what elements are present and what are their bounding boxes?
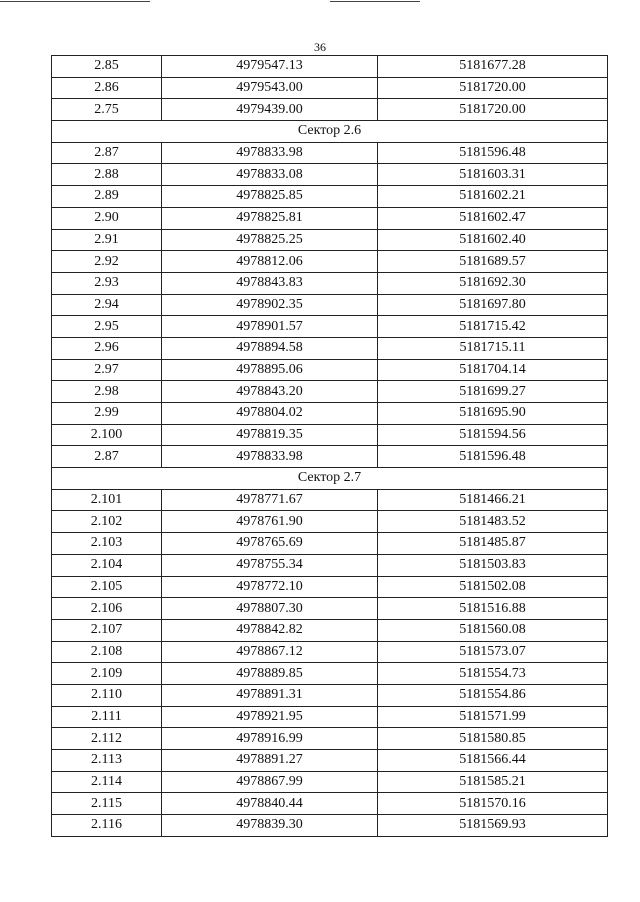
x-coordinate-cell: 4978894.58 [162,337,378,359]
y-coordinate-cell: 5181560.08 [378,619,608,641]
table-row [52,142,608,164]
y-coordinate-cell: 5181466.21 [378,489,608,511]
y-coordinate-cell: 5181570.16 [378,793,608,815]
y-coordinate-cell: 5181585.21 [378,771,608,793]
point-number-cell: 2.101 [52,489,162,511]
y-coordinate-cell: 5181704.14 [378,359,608,381]
table-row [52,815,608,837]
y-coordinate-cell: 5181603.31 [378,164,608,186]
point-number-cell: 2.92 [52,251,162,273]
x-coordinate-cell: 4978825.25 [162,229,378,251]
point-number-cell: 2.90 [52,207,162,229]
y-coordinate-cell: 5181580.85 [378,728,608,750]
x-coordinate-cell: 4978867.12 [162,641,378,663]
point-number-cell: 2.115 [52,793,162,815]
x-coordinate-cell: 4978901.57 [162,316,378,338]
table-row [52,728,608,750]
x-coordinate-cell: 4978891.27 [162,750,378,772]
x-coordinate-cell: 4978833.98 [162,142,378,164]
table-row [52,619,608,641]
x-coordinate-cell: 4978755.34 [162,554,378,576]
point-number-cell: 2.111 [52,706,162,728]
coordinates-table-body [52,56,608,837]
point-number-cell: 2.104 [52,554,162,576]
table-row [52,403,608,425]
scan-artifact-top-left [0,1,150,2]
x-coordinate-cell: 4979543.00 [162,77,378,99]
point-number-cell: 2.87 [52,142,162,164]
table-row [52,750,608,772]
table-row [52,207,608,229]
x-coordinate-cell: 4979439.00 [162,99,378,121]
x-coordinate-cell: 4978916.99 [162,728,378,750]
y-coordinate-cell: 5181720.00 [378,99,608,121]
y-coordinate-cell: 5181692.30 [378,272,608,294]
x-coordinate-cell: 4978839.30 [162,815,378,837]
table-row [52,99,608,121]
point-number-cell: 2.113 [52,750,162,772]
table-row [52,337,608,359]
x-coordinate-cell: 4978921.95 [162,706,378,728]
table-row [52,576,608,598]
x-coordinate-cell: 4978891.31 [162,684,378,706]
y-coordinate-cell: 5181720.00 [378,77,608,99]
sector-label: Сектор 2.7 [52,468,608,490]
x-coordinate-cell: 4978804.02 [162,403,378,425]
point-number-cell: 2.109 [52,663,162,685]
point-number-cell: 2.87 [52,446,162,468]
point-number-cell: 2.103 [52,533,162,555]
point-number-cell: 2.93 [52,272,162,294]
y-coordinate-cell: 5181695.90 [378,403,608,425]
y-coordinate-cell: 5181554.73 [378,663,608,685]
table-row [52,641,608,663]
table-row [52,489,608,511]
sector-header-row [52,121,608,143]
point-number-cell: 2.89 [52,186,162,208]
y-coordinate-cell: 5181715.42 [378,316,608,338]
y-coordinate-cell: 5181503.83 [378,554,608,576]
y-coordinate-cell: 5181571.99 [378,706,608,728]
table-row [52,598,608,620]
x-coordinate-cell: 4978833.08 [162,164,378,186]
x-coordinate-cell: 4978807.30 [162,598,378,620]
table-row [52,56,608,78]
point-number-cell: 2.97 [52,359,162,381]
point-number-cell: 2.102 [52,511,162,533]
y-coordinate-cell: 5181554.86 [378,684,608,706]
x-coordinate-cell: 4978772.10 [162,576,378,598]
y-coordinate-cell: 5181715.11 [378,337,608,359]
point-number-cell: 2.99 [52,403,162,425]
point-number-cell: 2.91 [52,229,162,251]
y-coordinate-cell: 5181602.47 [378,207,608,229]
y-coordinate-cell: 5181516.88 [378,598,608,620]
point-number-cell: 2.86 [52,77,162,99]
table-row [52,77,608,99]
y-coordinate-cell: 5181677.28 [378,56,608,78]
table-row [52,663,608,685]
y-coordinate-cell: 5181699.27 [378,381,608,403]
table-row [52,684,608,706]
table-row [52,511,608,533]
x-coordinate-cell: 4978843.83 [162,272,378,294]
table-row [52,533,608,555]
point-number-cell: 2.75 [52,99,162,121]
y-coordinate-cell: 5181566.44 [378,750,608,772]
table-row [52,294,608,316]
x-coordinate-cell: 4978765.69 [162,533,378,555]
page-number: 36 [314,40,326,54]
y-coordinate-cell: 5181502.08 [378,576,608,598]
table-row [52,793,608,815]
table-row [52,164,608,186]
point-number-cell: 2.85 [52,56,162,78]
x-coordinate-cell: 4978833.98 [162,446,378,468]
x-coordinate-cell: 4978842.82 [162,619,378,641]
point-number-cell: 2.110 [52,684,162,706]
table-row [52,229,608,251]
y-coordinate-cell: 5181602.21 [378,186,608,208]
y-coordinate-cell: 5181483.52 [378,511,608,533]
x-coordinate-cell: 4978761.90 [162,511,378,533]
y-coordinate-cell: 5181573.07 [378,641,608,663]
point-number-cell: 2.100 [52,424,162,446]
x-coordinate-cell: 4978843.20 [162,381,378,403]
x-coordinate-cell: 4978825.81 [162,207,378,229]
table-row [52,381,608,403]
table-row [52,316,608,338]
y-coordinate-cell: 5181689.57 [378,251,608,273]
point-number-cell: 2.94 [52,294,162,316]
coordinates-table [51,55,608,837]
table-row [52,424,608,446]
table-row [52,446,608,468]
table-row [52,706,608,728]
y-coordinate-cell: 5181485.87 [378,533,608,555]
table-row [52,771,608,793]
x-coordinate-cell: 4978867.99 [162,771,378,793]
x-coordinate-cell: 4978819.35 [162,424,378,446]
x-coordinate-cell: 4979547.13 [162,56,378,78]
point-number-cell: 2.105 [52,576,162,598]
y-coordinate-cell: 5181596.48 [378,446,608,468]
x-coordinate-cell: 4978825.85 [162,186,378,208]
x-coordinate-cell: 4978840.44 [162,793,378,815]
x-coordinate-cell: 4978889.85 [162,663,378,685]
point-number-cell: 2.114 [52,771,162,793]
sector-label: Сектор 2.6 [52,121,608,143]
point-number-cell: 2.108 [52,641,162,663]
point-number-cell: 2.116 [52,815,162,837]
x-coordinate-cell: 4978902.35 [162,294,378,316]
x-coordinate-cell: 4978812.06 [162,251,378,273]
point-number-cell: 2.95 [52,316,162,338]
x-coordinate-cell: 4978771.67 [162,489,378,511]
point-number-cell: 2.106 [52,598,162,620]
y-coordinate-cell: 5181594.56 [378,424,608,446]
y-coordinate-cell: 5181569.93 [378,815,608,837]
y-coordinate-cell: 5181602.40 [378,229,608,251]
point-number-cell: 2.88 [52,164,162,186]
sector-header-row [52,468,608,490]
table-row [52,272,608,294]
table-row [52,186,608,208]
point-number-cell: 2.98 [52,381,162,403]
table-row [52,359,608,381]
y-coordinate-cell: 5181697.80 [378,294,608,316]
point-number-cell: 2.96 [52,337,162,359]
scan-artifact-top-right [330,1,420,2]
x-coordinate-cell: 4978895.06 [162,359,378,381]
table-row [52,251,608,273]
y-coordinate-cell: 5181596.48 [378,142,608,164]
table-row [52,554,608,576]
point-number-cell: 2.107 [52,619,162,641]
point-number-cell: 2.112 [52,728,162,750]
